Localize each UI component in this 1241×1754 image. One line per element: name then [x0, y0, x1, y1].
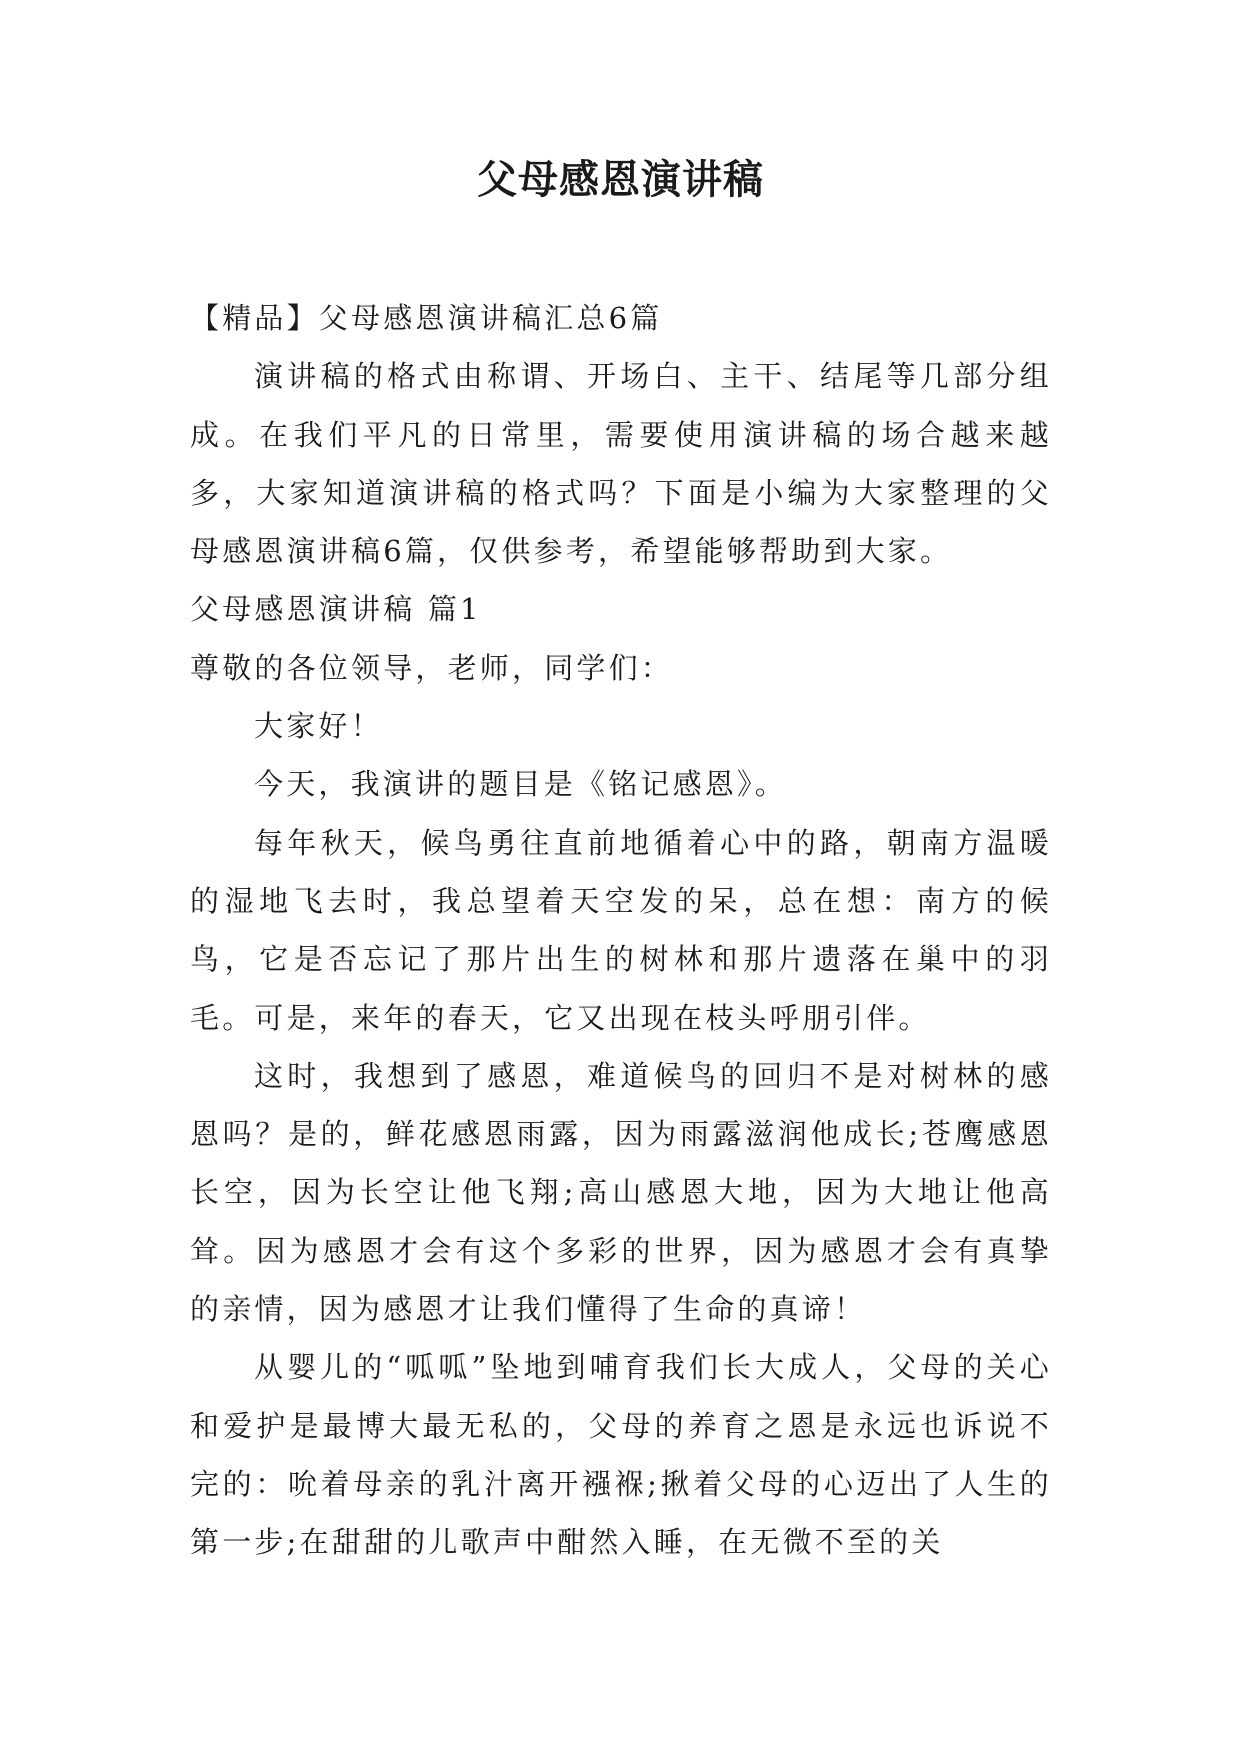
section-heading: 父母感恩演讲稿 篇1: [190, 592, 482, 627]
body-paragraph: 每年秋天，候鸟勇往直前地循着心中的路，朝南方温暖的湿地飞去时，我总望着天空发的呆，总在想：南方的候鸟，它是否忘记了那片出生的树林和那片遗落在巢中的羽毛。可是，来年的春天，它又出现在枝头呼朋引伴。: [190, 825, 1052, 1035]
body-paragraph: 这时，我想到了感恩，难道候鸟的回归不是对树林的感恩吗？是的，鲜花感恩雨露，因为雨露滋润他成长;苍鹰感恩长空，因为长空让他飞翔;高山感恩大地，因为大地让他高耸。因为感恩才会有这个多彩的世界，因为感恩才会有真挚的亲情，因为感恩才让我们懂得了生命的真谛！: [190, 1058, 1052, 1327]
body-paragraph: 从婴儿的“呱呱”坠地到哺育我们长大成人，父母的关心和爱护是最博大最无私的，父母的养育之恩是永远也诉说不完的：吮着母亲的乳汁离开襁褓;揪着父母的心迈出了人生的第一步;在甜甜的儿歌声中酣然入睡，在无微不至的关: [190, 1350, 1052, 1560]
intro-paragraph: 演讲稿的格式由称谓、开场白、主干、结尾等几部分组成。在我们平凡的日常里，需要使用演讲稿的场合越来越多，大家知道演讲稿的格式吗？下面是小编为大家整理的父母感恩演讲稿6篇，仅供参考，希望能够帮助到大家。: [190, 359, 1052, 569]
body-paragraph: 今天，我演讲的题目是《铭记感恩》。: [254, 767, 787, 802]
document-body: [190, 289, 1052, 1572]
salutation: 尊敬的各位领导，老师，同学们：: [190, 650, 674, 685]
document-title: 父母感恩演讲稿: [477, 156, 764, 203]
body-paragraph: 大家好！: [254, 709, 383, 744]
document-subtitle: 【精品】父母感恩演讲稿汇总6篇: [190, 301, 663, 335]
